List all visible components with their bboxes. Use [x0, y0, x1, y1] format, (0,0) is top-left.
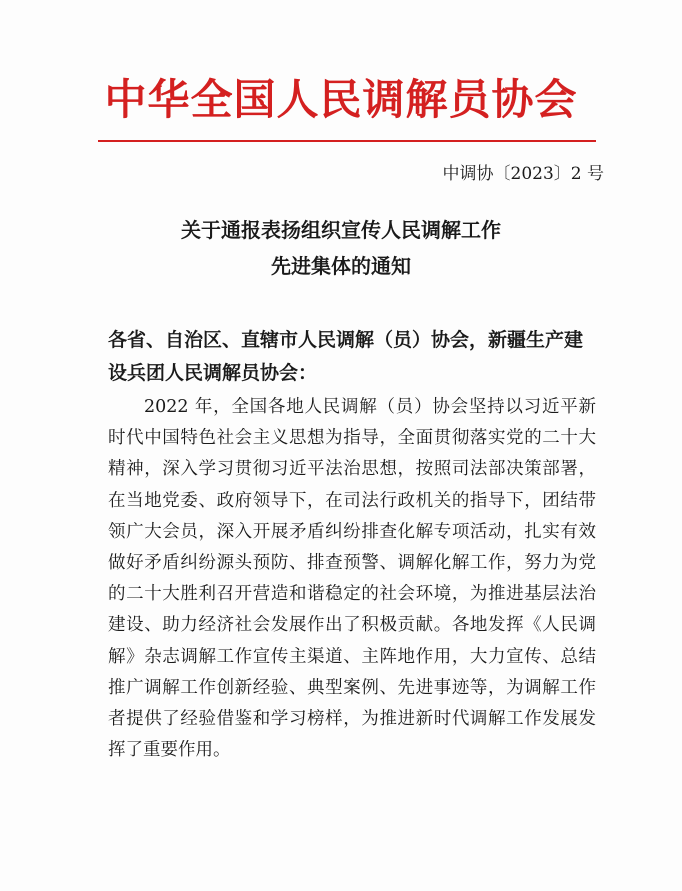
- organization-header: 中华全国人民调解员协会: [104, 75, 578, 124]
- notice-title: [0, 212, 682, 284]
- header-red-rule: [98, 140, 596, 142]
- document-number: 中调协〔2023〕2 号: [442, 164, 604, 184]
- notice-title-line-2: 先进集体的通知: [271, 254, 411, 278]
- body-paragraph: 2022 年，全国各地人民调解（员）协会坚持以习近平新时代中国特色社会主义思想为指导，全面贯彻落实党的二十大精神，深入学习贯彻习近平法治思想，按照司法部决策部署，在当地党委、政府领导下，在司法行政机关的指导下，团结带领广大会员，深入开展矛盾纠纷排查化解专项活动，扎实有效做好矛盾纠纷源头预防、排查预警、调解化解工作，努力为党的二十大胜利召开营造和谐稳定的社会环境，为推进基层法治建设、助力经济社会发展作出了积极贡献。各地发挥《人民调解》杂志调解工作宣传主渠道、主阵地作用，大力宣传、总结推广调解工作创新经验、典型案例、先进事迹等，为调解工作者提供了经验借鉴和学习榜样，为推进新时代调解工作发展发挥了重要作用。: [108, 397, 596, 761]
- notice-title-line-1: 关于通报表扬组织宣传人民调解工作: [181, 218, 501, 242]
- recipient-line: 各省、自治区、直辖市人民调解（员）协会，新疆生产建设兵团人民调解员协会：: [108, 329, 584, 384]
